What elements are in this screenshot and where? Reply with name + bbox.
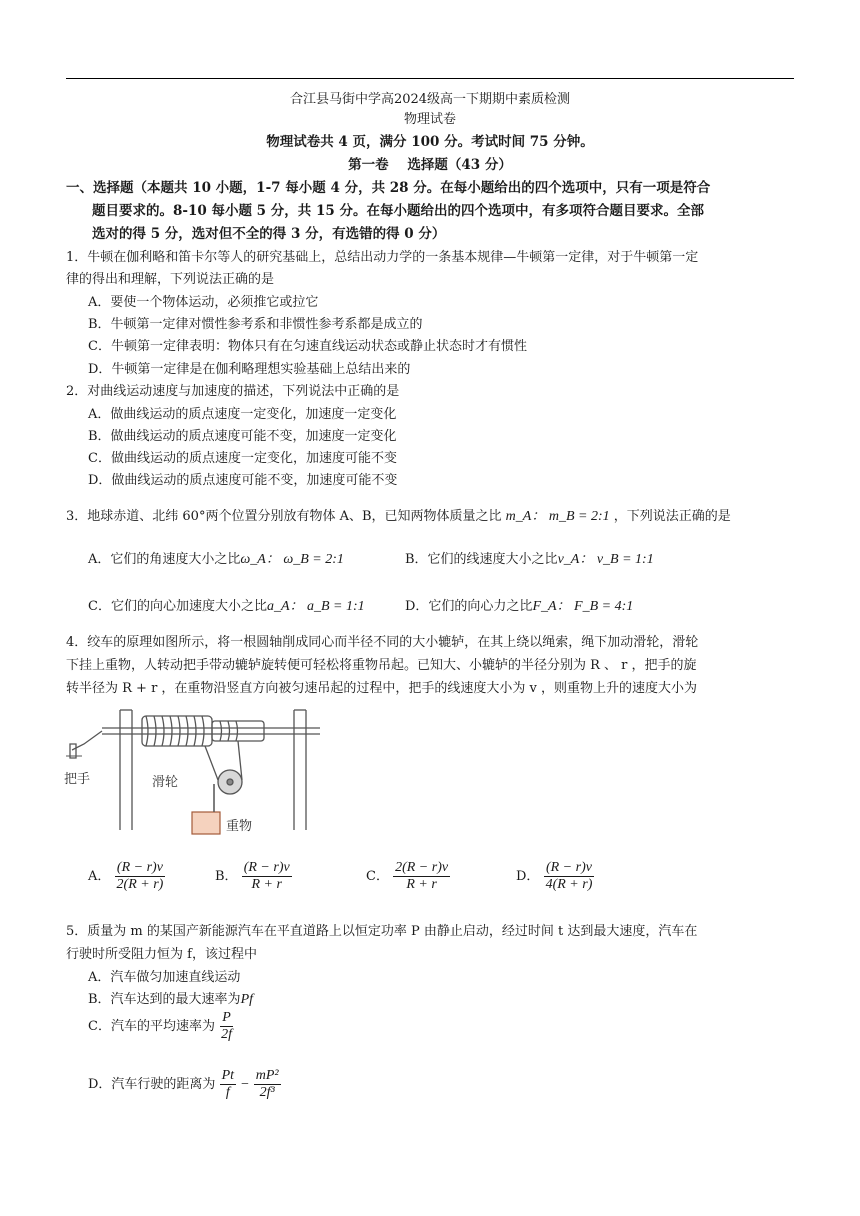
q1-option-b: B．牛顿第一定律对惯性参考系和非惯性参考系都是成立的: [88, 317, 423, 332]
q4-option-b-numerator: (R − r)v: [243, 860, 290, 875]
q2-option-c: C．做曲线运动的质点速度一定变化，加速度可能不变: [88, 451, 397, 466]
rope-left: [205, 746, 218, 780]
q4-option-a: [88, 860, 165, 893]
q1-stem-line-1: 1．牛顿在伽利略和笛卡尔等人的研究基础上，总结出动力学的一条基本规律—牛顿第一定律，对于牛顿第一定: [66, 250, 699, 265]
q4-stem-line-3: 转半径为 R + r ，在重物沿竖直方向被匀速吊起的过程中，把手的线速度大小为 v ，则重物上升的速度大小为: [66, 681, 698, 696]
q5-stem-line-2: 行驶时所受阻力恒为 f，该过程中: [66, 947, 257, 962]
q5-stem-line-1: 5．质量为 m 的某国产新能源汽车在平直道路上以恒定功率 P 由静止启动，经过时间 t 达到最大速度，汽车在: [66, 924, 698, 939]
exam-info: 物理试卷共 4 页，满分 100 分。考试时间 75 分钟。: [266, 134, 594, 150]
q5-option-b-math: Pf: [240, 992, 254, 1007]
q3-stem: [66, 505, 731, 525]
large-drum: [142, 716, 212, 746]
q3-option-c-math: a_A： a_B = 1:1: [266, 599, 365, 614]
q4-option-c-denominator: R + r: [406, 877, 437, 892]
q5-option-c-text: C．汽车的平均速率为: [88, 1019, 215, 1034]
q4-option-c-label: C．: [366, 869, 389, 884]
q5-option-d-numerator-2: mP²: [255, 1068, 279, 1083]
q3-option-a-text: A．它们的角速度大小之比: [88, 552, 241, 567]
instructions-line-2: 题目要求的。8-10 每小题 5 分，共 15 分。在每小题给出的四个选项中，有多项符合题目要求。全部: [92, 203, 704, 219]
q5-option-b-text: B．汽车达到的最大速率为: [88, 992, 241, 1007]
q3-option-d-text: D．它们的向心力之比: [405, 599, 533, 614]
subject-title: 物理试卷: [403, 112, 456, 127]
q5-option-d-denominator-2: 2f³: [259, 1085, 275, 1100]
q3-stem-tail: ，下列说法正确的是: [613, 509, 731, 524]
q3-option-b-math: v_A： v_B = 1:1: [557, 552, 654, 567]
exam-title: 合江县马街中学高2024级高一下期期中素质检测: [289, 92, 571, 107]
q4-stem-line-1: 4．绞车的原理如图所示，将一根圆轴削成同心而半径不同的大小辘轳，在其上绕以绳索，绳下加动滑轮，滑轮: [66, 635, 699, 650]
q3-option-c-text: C．它们的向心加速度大小之比: [88, 599, 267, 614]
q4-option-d-numerator: (R − r)v: [545, 860, 592, 875]
q3-option-a: [88, 548, 344, 568]
instructions-line-1: 一、选择题（本题共 10 小题，1-7 每小题 4 分，共 28 分。在每小题给出的四个选项中，只有一项是符合: [66, 180, 711, 196]
q3-option-b-text: B．它们的线速度大小之比: [405, 552, 558, 567]
q4-option-a-denominator: 2(R + r): [116, 877, 164, 892]
q4-option-b: [215, 860, 292, 893]
q2-stem: 2．对曲线运动速度与加速度的描述，下列说法中正确的是: [66, 384, 400, 399]
q5-option-d-text: D．汽车行驶的距离为: [88, 1077, 216, 1092]
label-handle: 把手: [64, 772, 91, 787]
q4-option-c-numerator: 2(R − r)v: [395, 860, 449, 875]
q3-stem-text: 3．地球赤道、北纬 60°两个位置分别放有物体 A、B，已知两物体质量之比: [66, 509, 502, 524]
q1-option-c: C．牛顿第一定律表明：物体只有在匀速直线运动状态或静止状态时才有惯性: [88, 339, 527, 354]
q5-option-c-denominator: 2f: [221, 1027, 232, 1042]
q5-option-d-numerator-1: Pt: [221, 1068, 235, 1083]
q4-option-b-denominator: R + r: [251, 877, 282, 892]
q4-option-d-denominator: 4(R + r): [545, 877, 593, 892]
q3-option-d-math: F_A： F_B = 4:1: [532, 599, 634, 614]
q4-option-c: [366, 860, 450, 893]
q1-stem-line-2: 律的得出和理解，下列说法正确的是: [66, 272, 275, 287]
q2-option-b: B．做曲线运动的质点速度可能不变，加速度一定变化: [88, 429, 397, 444]
q4-option-b-label: B．: [215, 869, 238, 884]
q4-option-a-numerator: (R − r)v: [116, 860, 163, 875]
q4-option-d-label: D．: [516, 869, 540, 884]
q3-option-c: [88, 595, 365, 615]
instructions-line-3: 选对的得 5 分，选对但不全的得 3 分，有选错的得 0 分）: [92, 226, 446, 242]
q1-option-a: A．要使一个物体运动，必须推它或拉它: [88, 295, 319, 310]
q3-mass-ratio: m_A： m_B = 2:1: [505, 509, 610, 524]
q4-option-d: [516, 860, 594, 893]
q3-option-a-math: ω_A： ω_B = 2:1: [240, 552, 344, 567]
label-pulley: 滑轮: [152, 775, 179, 790]
q2-option-a: A．做曲线运动的质点速度一定变化，加速度一定变化: [88, 407, 397, 422]
q5-option-c: [88, 1010, 234, 1043]
top-rule: [66, 78, 794, 79]
section-heading: 第一卷 选择题（43 分）: [348, 157, 512, 173]
q4-option-a-label: A．: [88, 869, 111, 884]
weight-block: [192, 812, 220, 834]
q4-stem-line-2: 下挂上重物，人转动把手带动辘轳旋转便可轻松将重物吊起。已知大、小辘轳的半径分别为 R 、 r ，把手的旋: [66, 658, 697, 673]
q2-option-d: D．做曲线运动的质点速度可能不变，加速度可能不变: [88, 473, 398, 488]
winch-diagram: [62, 706, 362, 836]
q5-option-a: A．汽车做匀加速直线运动: [88, 970, 241, 985]
label-weight: 重物: [226, 819, 253, 834]
q5-option-d: D．汽车行驶的距离为 $\frac{Pt}{f}$ − $\frac{\text{mP²}}{\text{2f³}}$: [88, 1068, 279, 1100]
q5-option-c-numerator: P: [222, 1010, 231, 1025]
q5-option-b: [88, 988, 253, 1008]
q3-option-b: [405, 548, 654, 568]
q5-option-d-denominator-1: f: [225, 1085, 230, 1100]
q3-option-d: [405, 595, 633, 615]
q1-option-d: D．牛顿第一定律是在伽利略理想实验基础上总结出来的: [88, 362, 411, 377]
